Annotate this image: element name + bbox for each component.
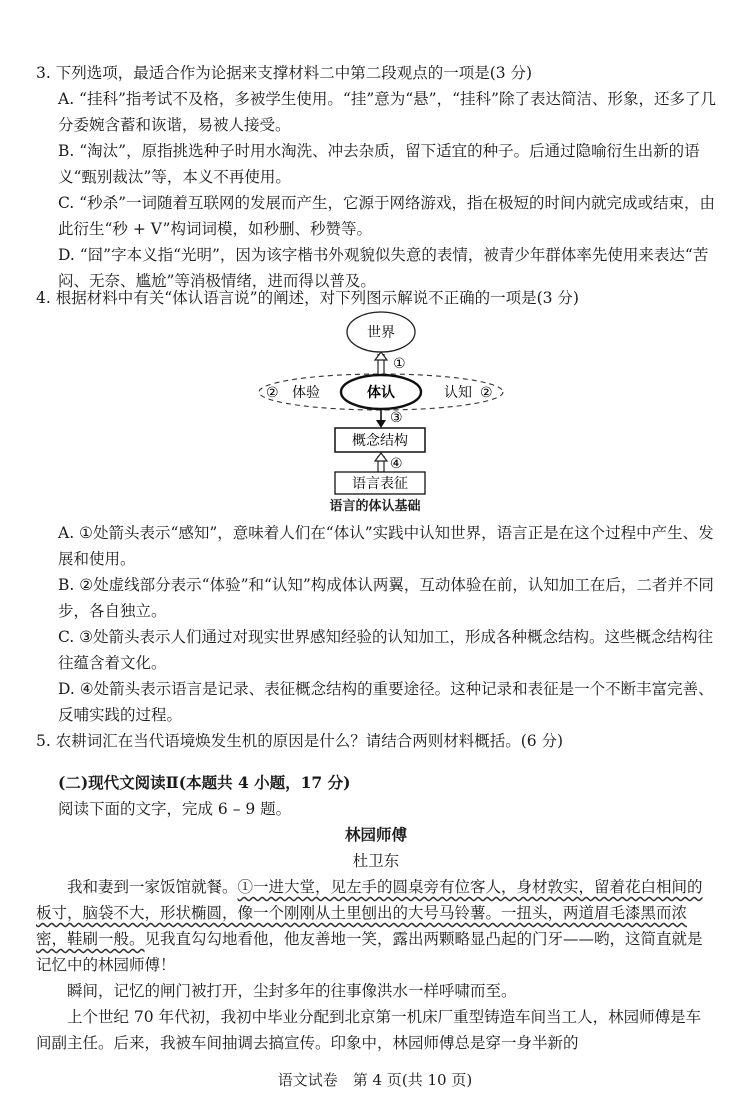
marker-2-left: ② (266, 385, 279, 401)
article-author: 杜卫东 (352, 852, 400, 870)
q3-option-b: B. “淘汰”，原指挑选种子时用水淘洗、冲去杂质，留下适宜的种子。后通过隐喻衍生出新的语义“甄别裁汰”等，本义不再使用。 (58, 142, 700, 186)
q4-option-d: D. ④处箭头表示语言是记录、表征概念结构的重要途径。这种记录和表征是一个不断丰富完善、反哺实践的过程。 (58, 680, 714, 724)
language-label: 语言表征 (352, 476, 408, 492)
concept-label: 概念结构 (352, 433, 408, 449)
arrow-1-head (375, 352, 387, 360)
para1-wavy-sentence: ①一进大堂，见左手的圆桌旁有位客人，身材敦实，留着花白相间的板寸，脑袋不大，形状椭圆，像一个刚刚从土里刨出的大号马铃薯。一扭头，两道眉毛漆黑而浓密，鞋刷一般。 (36, 878, 703, 948)
question-3 (36, 60, 716, 294)
article-title: 林园师傅 (344, 825, 407, 844)
article-paragraph-1 (36, 874, 716, 978)
q5-stem: 5. 农耕词汇在当代语境焕发生机的原因是什么？请结合两则材料概括。(6 分) (36, 732, 564, 750)
marker-4: ④ (390, 456, 403, 472)
q4-stem: 4. 根据材料中有关“体认语言说”的阐述，对下列图示解说不正确的一项是(3 分) (36, 289, 579, 307)
arrow-3-head (376, 420, 386, 428)
section-2-heading: (二)现代文阅读Ⅱ(本题共 4 小题，17 分) (58, 773, 351, 792)
q3-option-a: A. “挂科”指考试不及格，多被学生使用。“挂”意为“悬”，“挂科”除了表达简洁、形象，还多了几分委婉含蓄和诙谐，易被人接受。 (58, 90, 716, 134)
section-2-instruction: 阅读下面的文字，完成 6 – 9 题。 (58, 800, 292, 818)
q3-option-c: C. “秒杀”一词随着互联网的发展而产生，它源于网络游戏，指在极短的时间内就完成或结束，由此衍生“秒 + V”构词词模，如秒删、秒赞等。 (58, 194, 716, 238)
diagram-svg (248, 310, 518, 496)
q4-option-a: A. ①处箭头表示“感知”，意味着人们在“体认”实践中认知世界，语言正是在这个过程中产生、发展和使用。 (58, 524, 714, 568)
section-2 (36, 770, 716, 1056)
q4-option-b: B. ②处虚线部分表示“体验”和“认知”构成体认两翼，互动体验在前，认知加工在后，二者并不同步，各自独立。 (58, 576, 714, 620)
world-label: 世界 (367, 325, 395, 341)
para1-intro: 我和妻到一家饭馆就餐。 (67, 878, 238, 896)
page-footer: 语文试卷 第 4 页(共 10 页) (277, 1071, 473, 1089)
question-4 (36, 285, 716, 311)
arrow-4-head (375, 453, 387, 461)
question-4-options (36, 520, 716, 754)
para1-rest: 见我直勾勾地看他，他友善地一笑，露出两颗略显凸起的门牙——哟，这简直就是记忆中的林园师傅！ (36, 930, 703, 974)
q3-stem: 3. 下列选项，最适合作为论据来支撑材料二中第二段观点的一项是(3 分) (36, 64, 533, 82)
marker-2-right: ② (480, 385, 493, 401)
embody-label: 体认 (367, 385, 395, 401)
marker-1: ① (393, 356, 406, 372)
marker-3: ③ (390, 410, 403, 426)
cognition-label: 认知 (444, 385, 472, 401)
article-paragraph-3: 上个世纪 70 年代初，我初中毕业分配到北京第一机床厂重型铸造车间当工人，林园师傅是车间副主任。后来，我被车间抽调去搞宣传。印象中，林园师傅总是穿一身半新的 (36, 1008, 702, 1052)
q3-option-d: D. “囧”字本义指“光明”，因为该字楷书外观貌似失意的表情，被青少年群体率先使用来表达“苦闷、无奈、尴尬”等消极情绪，进而得以普及。 (58, 246, 709, 290)
q4-option-c: C. ③处箭头表示人们通过对现实世界感知经验的认知加工，形成各种概念结构。这些概念结构往往蕴含着文化。 (58, 628, 714, 672)
experience-label: 体验 (292, 385, 320, 401)
article-paragraph-2: 瞬间，记忆的闸门被打开，尘封多年的往事像洪水一样呼啸而至。 (67, 982, 517, 1000)
embodiment-diagram (248, 310, 518, 496)
diagram-caption: 语言的体认基础 (329, 499, 421, 514)
